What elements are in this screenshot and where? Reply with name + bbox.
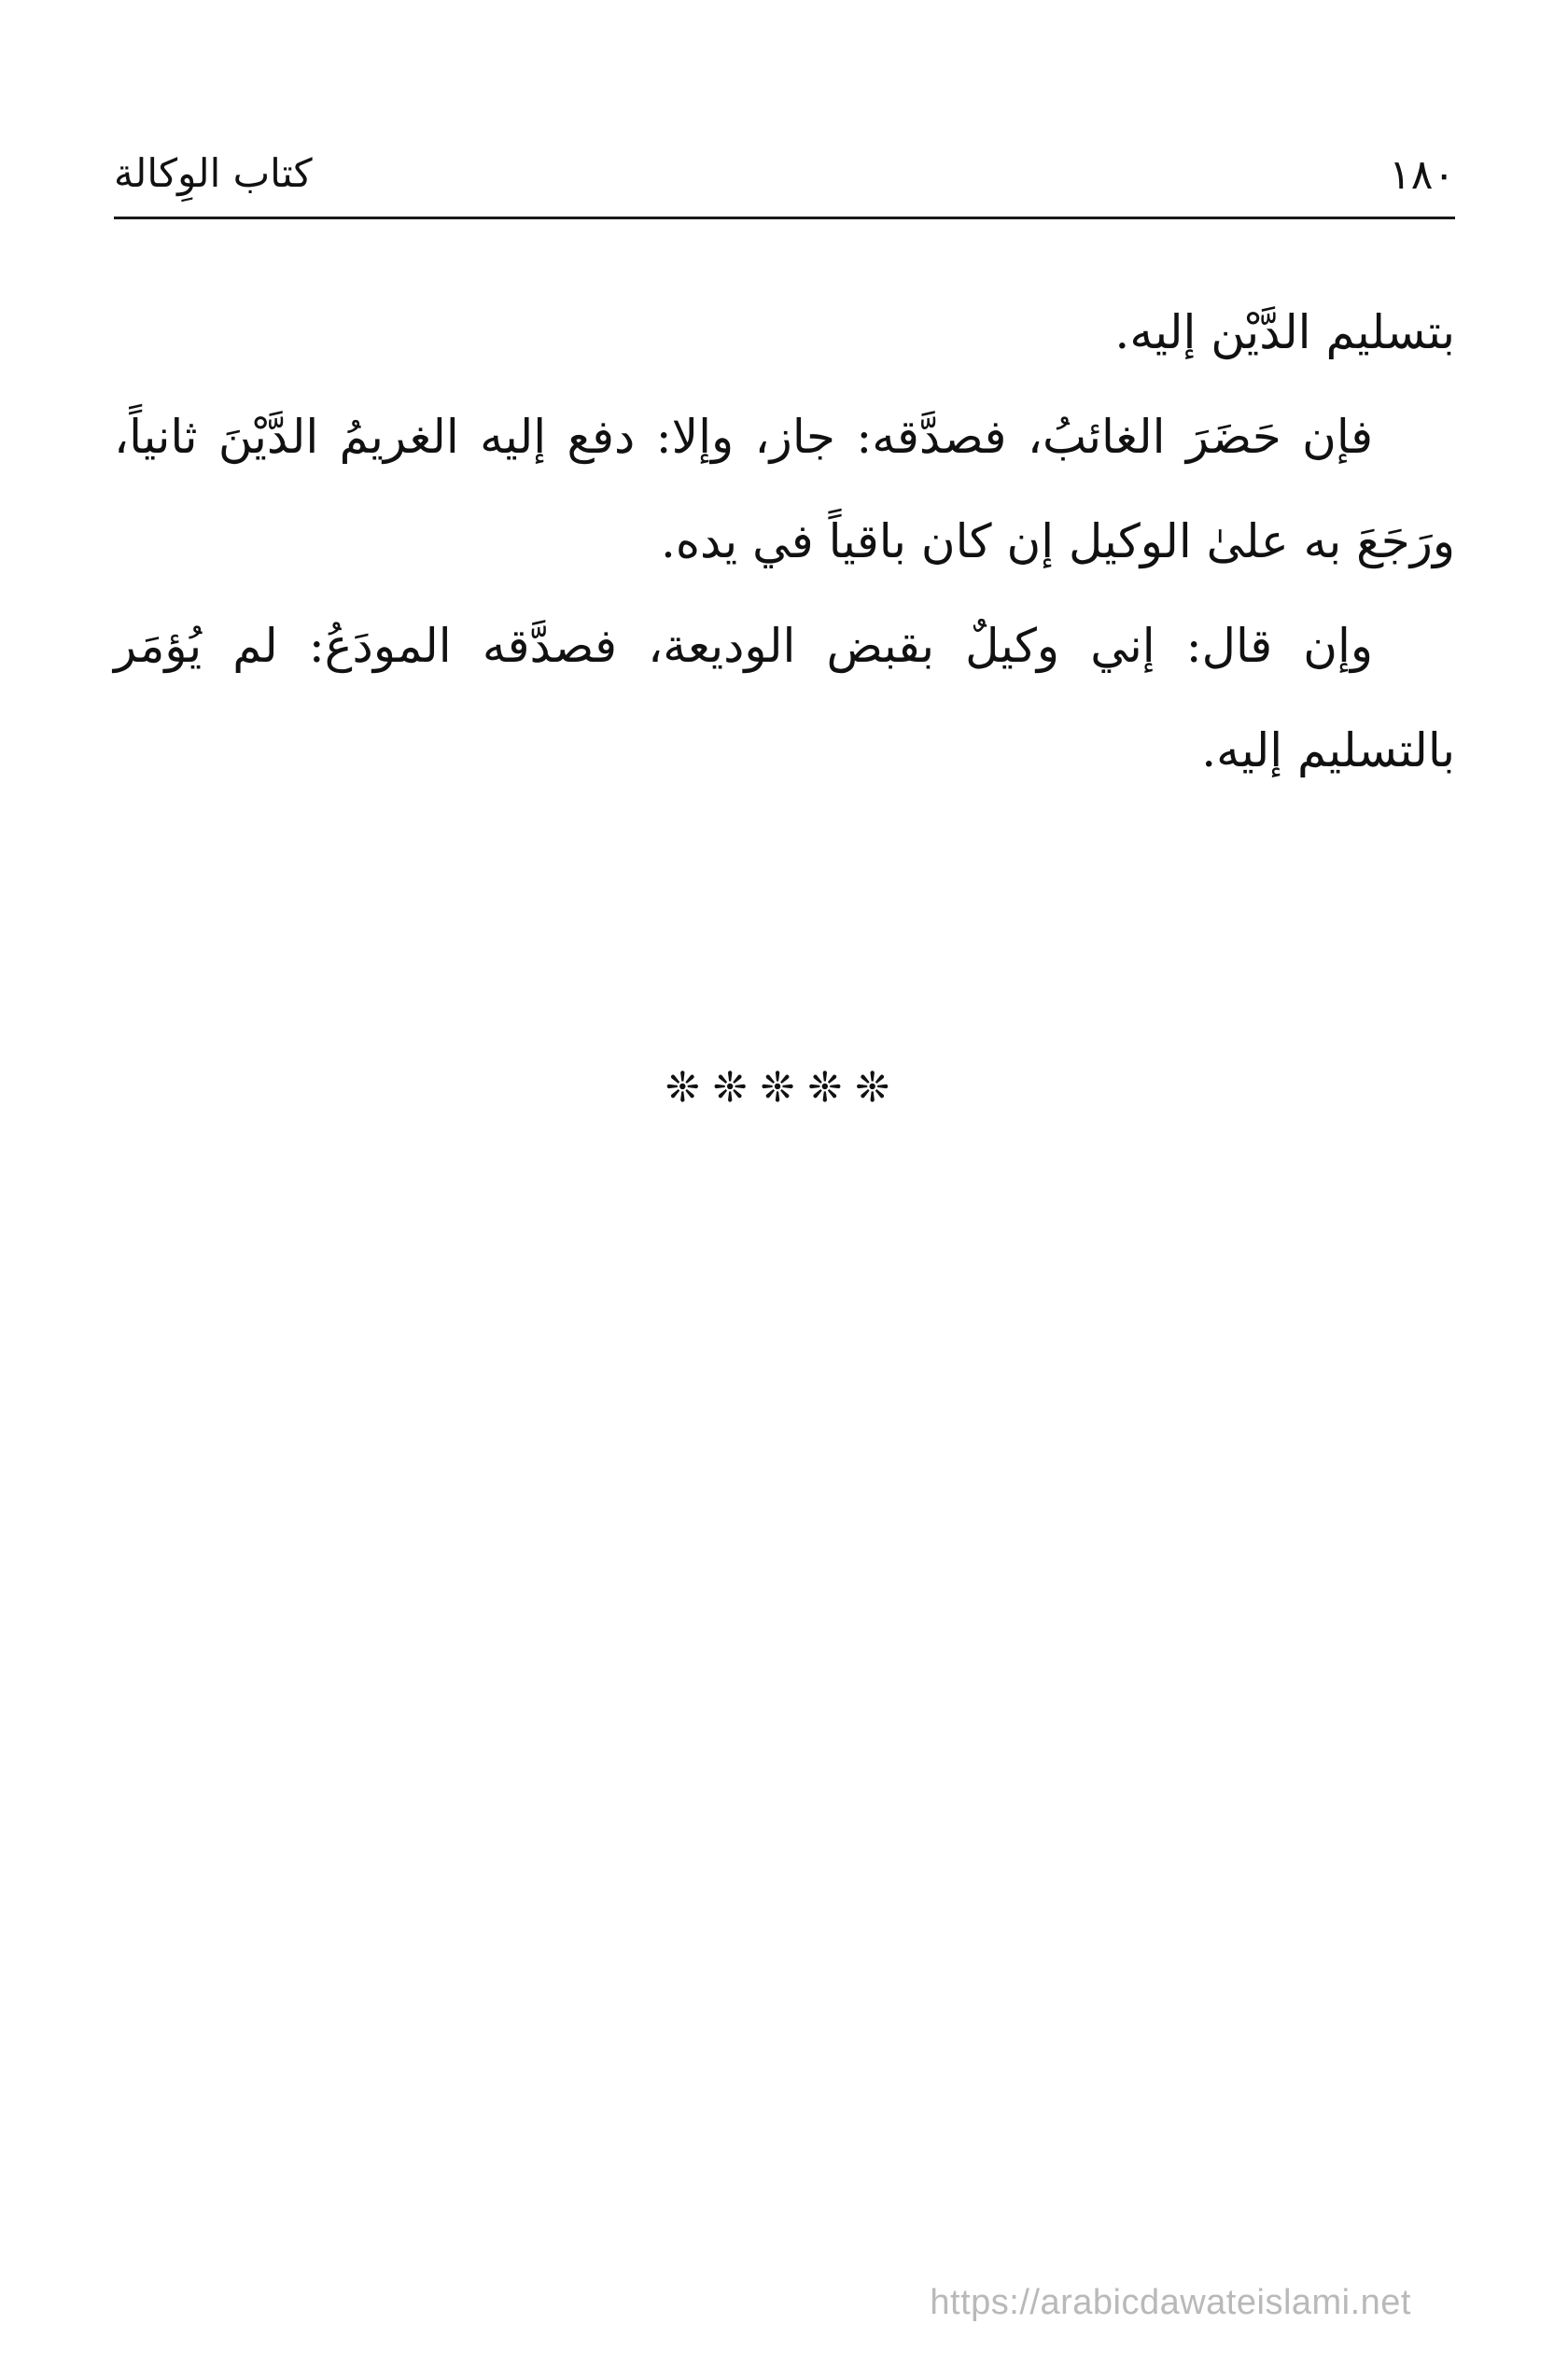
watermark-url: https://arabicdawateislami.net [930, 2283, 1411, 2322]
paragraph-continuation: بتسليم الدَّيْن إليه. [1114, 305, 1455, 359]
page-number: ١٨٠ [1389, 151, 1455, 199]
page-header [114, 140, 1455, 217]
section-divider-asterisks: ❊❊❊❊❊ [665, 1064, 903, 1112]
body-text [114, 280, 1455, 803]
paragraph: فإن حَضَرَ الغائبُ، فصدَّقه: جاز، وإلا: دفع إليه الغريمُ الدَّيْنَ ثانياً، ورَجَعَ به علىٰ الوكيل إن كان باقياً في يده. [114, 410, 1455, 568]
header-rule [114, 217, 1455, 219]
running-title: كتاب الوِكالة [114, 150, 313, 196]
paragraph: وإن قال: إني وكيلٌ بقبض الوديعة، فصدَّقه المودَعُ: لم يُؤمَر بالتسليم إليه. [114, 619, 1455, 777]
